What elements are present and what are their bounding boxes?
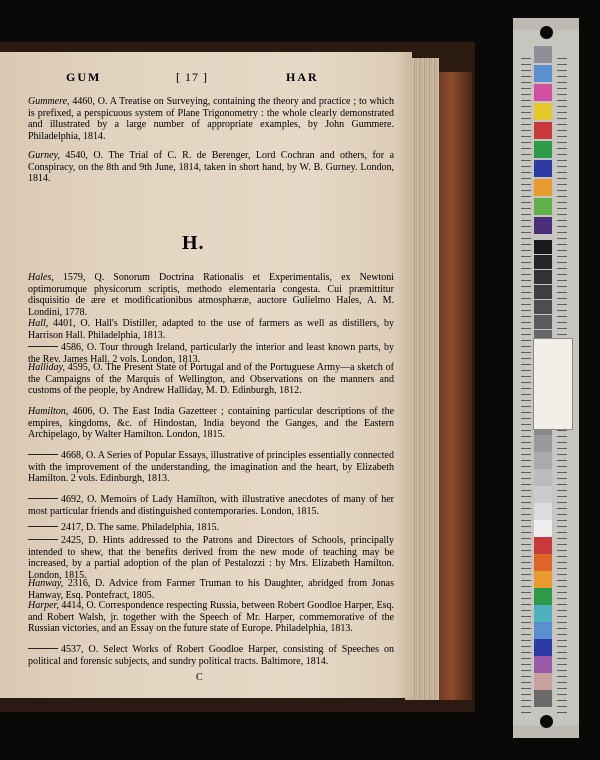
gray-swatch [534,285,552,299]
color-swatch [534,503,552,520]
color-swatch [534,537,552,554]
catalog-entry: Halliday, 4595, O. The Present State of Portugal and of the Portuguese Army—a sketch of the Campaigns of the Marquis of Wellington, and Observations on the manners and customs of the people, by Andrew Halliday, M. D. Edinburgh, 1812. [28,362,394,397]
catalog-entry: 4586, O. Tour through Ireland, particularly the interior and least known parts, by the Rev. James Hall. 2 vols. London, 1813. [28,342,394,365]
color-swatch [534,435,552,452]
color-swatch [534,141,552,158]
color-swatch [534,571,552,588]
color-swatch [534,520,552,537]
color-swatch [534,46,552,63]
color-swatch [534,160,552,177]
scale-ticks [521,58,531,718]
ditto-dash [28,454,58,455]
catalog-entry: 2425, D. Hints addressed to the Patrons and Directors of Schools, principally intended to shew, that the benefits derived from the new mode of teaching may be increased, by a partial adoption of the plan of Pestalozzi : by Mrs. Elizabeth Hamilton. London, 1815. [28,535,394,581]
color-swatch [534,122,552,139]
color-swatch [534,588,552,605]
logo-card [533,338,573,430]
color-swatch [534,65,552,82]
gray-swatch [534,315,552,329]
catalog-entry: 4668, O. A Series of Popular Essays, illustrative of principles essentially connected with the improvement of the understanding, the imagination and the heart, by Elizabeth Hamilton. 2 vols. Edinburgh, 1813. [28,450,394,485]
chart-hole [540,715,553,728]
gray-swatch [534,270,552,284]
color-swatch [534,217,552,234]
chart-hole [540,26,553,39]
color-swatch [534,179,552,196]
color-swatch [534,103,552,120]
color-swatch [534,622,552,639]
section-letter: H. [182,232,205,254]
color-swatch [534,198,552,215]
catalog-entry: Gummere, 4460, O. A Treatise on Surveying, containing the theory and practice ; to which is prefixed, a perspicuous system of Plane Trigonometry : the whole clearly demonstrated and illustrated by a large number of appropriate examples, by John Gummere. Philadelphia, 1814. [28,96,394,142]
color-swatch [534,639,552,656]
book-cover-edge [438,72,472,700]
gray-swatch [534,300,552,314]
gray-swatch [534,240,552,254]
catalog-entry: 2417, D. The same. Philadelphia, 1815. [28,522,394,534]
color-swatch [534,554,552,571]
signature-mark: C [196,672,203,683]
catalog-entry: Harper, 4414, O. Correspondence respecting Russia, between Robert Goodloe Harper, Esq. and Robert Walsh, jr. together with the Speech of Mr. Harper, commemorative of the Russian victories, and an Essay on the future state of Europe. Philadelphia, 1813. [28,600,395,635]
page-number: [ 17 ] [176,70,208,84]
color-swatch [534,84,552,101]
catalog-entry: Hall, 4401, O. Hall's Distiller, adapted to the use of farmers as well as distillers, by Harrison Hall. Philadelphia, 1813. [28,318,394,341]
color-swatch [534,656,552,673]
catalog-entry: Hanway, 2316, D. Advice from Farmer Truman to his Daughter, abridged from Jonas Hanway, Esq. Pontefract, 1805. [28,578,395,601]
color-swatch [534,673,552,690]
color-swatch [534,486,552,503]
ditto-dash [28,526,58,527]
ditto-dash [28,539,58,540]
catalog-entry: 4537, O. Select Works of Robert Goodloe Harper, consisting of Speeches on political and forensic subjects, and sundry political tracts. Baltimore, 1814. [28,644,394,667]
ditto-dash [28,346,58,347]
color-swatch [534,605,552,622]
header-left: GUM [66,70,102,84]
color-swatch [534,690,552,707]
catalog-entry: 4692, O. Memoirs of Lady Hamilton, with illustrative anecdotes of many of her most particular friends and distinguished contemporaries. London, 1815. [28,494,394,517]
catalog-entry: Hamilton, 4606, O. The East India Gazetteer ; containing particular descriptions of the empires, kingdoms, &c. of Hindostan, India beyond the Ganges, and the Eastern Archipelago, by Walter Hamilton. London, 1815. [28,406,395,441]
catalog-entry: Gurney, 4540, O. The Trial of C. R. de Berenger, Lord Cochran and others, for a Conspiracy, on the 8th and 9th June, 1814, taken in short hand, by W. B. Gurney. London, 1814. [28,150,395,185]
catalog-entry: Hales, 1579, Q. Sonorum Doctrina Rationalis et Experimentalis, ex Newtoni optimorumque physicorum scriptis, methodo elementaria congesta. Cui præmittitur disquisitio de ære et modificationibus atmosphæræ, auctore Gulielmo Hales, A. M. Londini, 1778. [28,272,395,318]
color-swatch [534,452,552,469]
gray-swatch [534,255,552,269]
ditto-dash [28,648,58,649]
running-header [0,70,412,86]
color-swatch [534,469,552,486]
header-right: HAR [286,70,319,84]
ditto-dash [28,498,58,499]
